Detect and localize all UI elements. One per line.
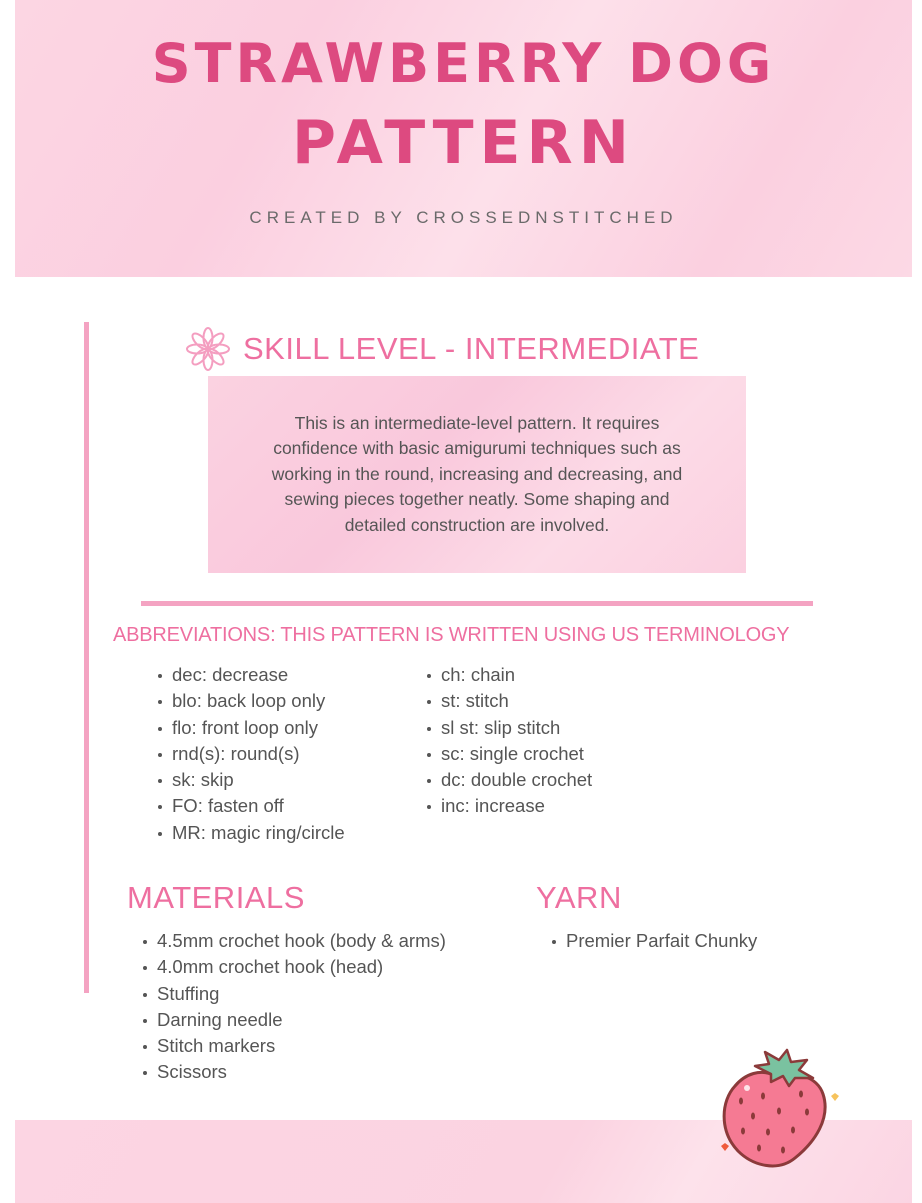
list-item: Scissors xyxy=(141,1059,446,1085)
list-item: 4.0mm crochet hook (head) xyxy=(141,954,446,980)
list-item: flo: front loop only xyxy=(156,715,345,741)
list-item: dec: decrease xyxy=(156,662,345,688)
abbreviations-list-1 xyxy=(156,662,345,846)
title-line-1: STRAWBERRY DOG xyxy=(151,32,776,95)
list-item: Premier Parfait Chunky xyxy=(550,928,757,954)
abbreviations-list-2 xyxy=(425,662,592,820)
list-item: inc: increase xyxy=(425,793,592,819)
flower-icon xyxy=(185,326,231,372)
header-banner xyxy=(15,0,912,277)
list-item: sl st: slip stitch xyxy=(425,715,592,741)
list-item: blo: back loop only xyxy=(156,688,345,714)
list-item: rnd(s): round(s) xyxy=(156,741,345,767)
list-item: dc: double crochet xyxy=(425,767,592,793)
title-line-2: PATTERN xyxy=(292,108,635,178)
list-item: sc: single crochet xyxy=(425,741,592,767)
skill-description: This is an intermediate-level pattern. It requires confidence with basic amigurumi techniques such as working in the round, increasing and decreasing, and sewing pieces together neatly. Some shaping and detailed construction are involved. xyxy=(271,412,683,535)
list-item: st: stitch xyxy=(425,688,592,714)
list-item: 4.5mm crochet hook (body & arms) xyxy=(141,928,446,954)
yarn-title: YARN xyxy=(536,880,622,915)
skill-level-title: SKILL LEVEL - INTERMEDIATE xyxy=(243,331,700,366)
skill-description-box xyxy=(208,376,746,573)
strawberry-icon xyxy=(713,1046,843,1174)
byline: CREATED BY CROSSEDNSTITCHED xyxy=(249,208,678,227)
list-item: MR: magic ring/circle xyxy=(156,820,345,846)
list-item: Stuffing xyxy=(141,981,446,1007)
list-item: Stitch markers xyxy=(141,1033,446,1059)
materials-title: MATERIALS xyxy=(127,880,305,915)
yarn-list xyxy=(550,928,757,954)
abbreviations-title: ABBREVIATIONS: THIS PATTERN IS WRITTEN USING US TERMINOLOGY xyxy=(113,624,790,646)
left-accent-bar xyxy=(84,322,89,993)
materials-list xyxy=(141,928,446,1086)
list-item: Darning needle xyxy=(141,1007,446,1033)
section-divider xyxy=(141,601,813,606)
list-item: FO: fasten off xyxy=(156,793,345,819)
skill-level-heading xyxy=(185,326,699,372)
list-item: sk: skip xyxy=(156,767,345,793)
list-item: ch: chain xyxy=(425,662,592,688)
